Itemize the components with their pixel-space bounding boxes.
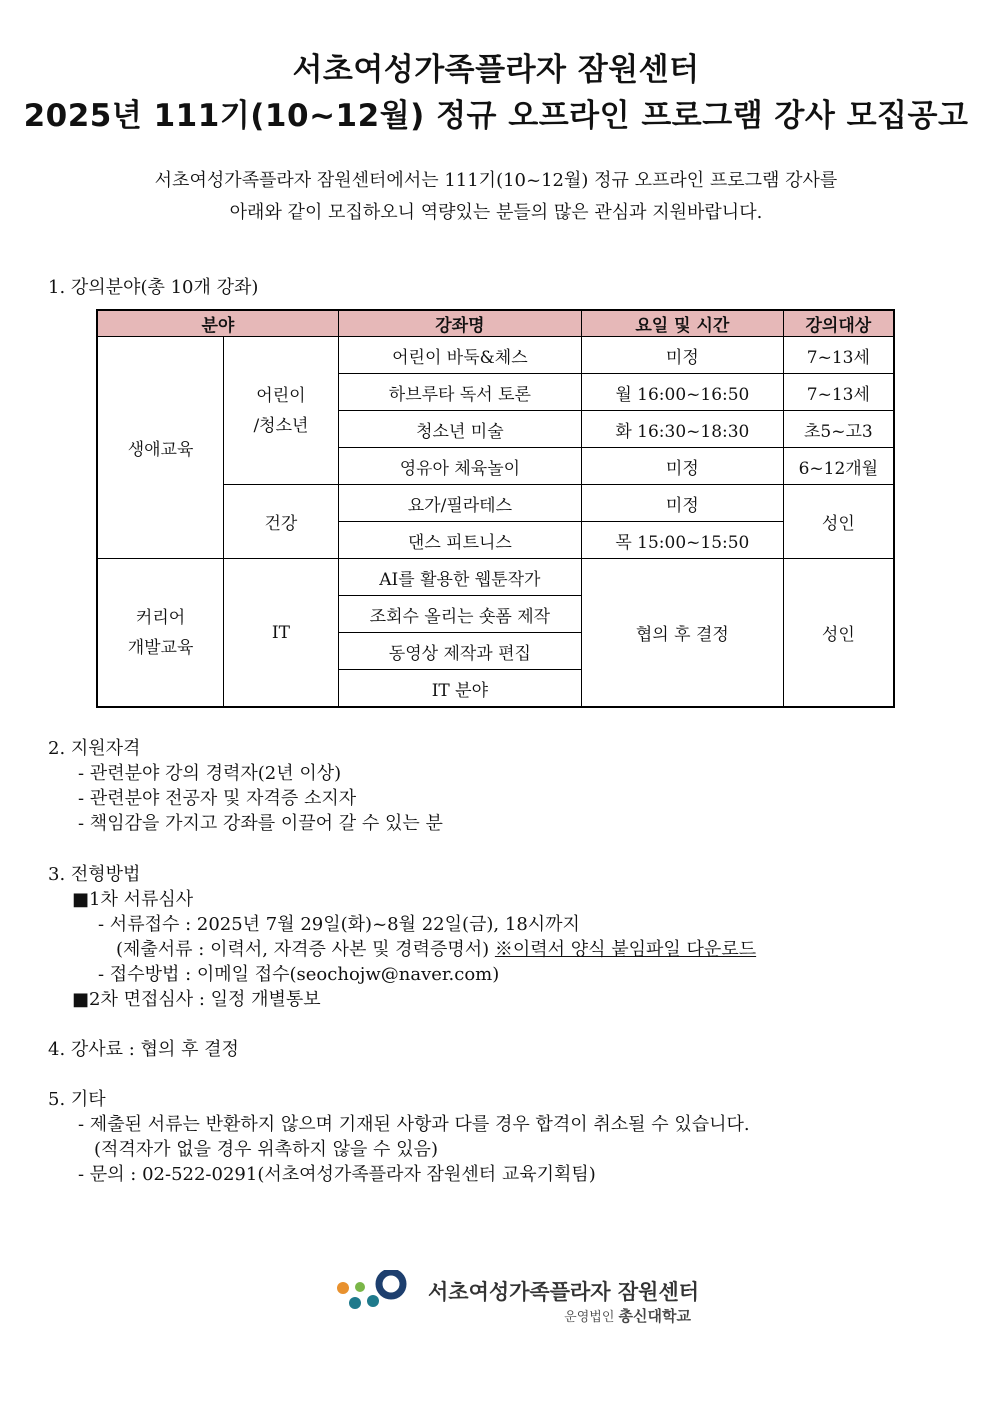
intro-line1: 서초여성가족플라자 잠원센터에서는 111기(10~12월) 정규 오프라인 프로그램 강사를 (154, 170, 838, 191)
docs-text: (제출서류 : 이력서, 자격증 사본 및 경력증명서) (116, 939, 490, 960)
course-target: 6~12개월 (783, 448, 894, 485)
other-item1-note: (적격자가 없을 경우 위촉하지 않을 수 있음) (94, 1139, 438, 1160)
footer-logo (333, 1270, 713, 1330)
course-name: 어린이 바둑&체스 (338, 337, 581, 374)
course-name: 청소년 미술 (338, 411, 581, 448)
category-career-education: 커리어 개발교육 (97, 559, 224, 708)
section4-heading: 4. 강사료 : 협의 후 결정 (48, 1039, 239, 1060)
step2-heading: ■2차 면접심사 : 일정 개별통보 (72, 989, 321, 1010)
subcategory-it: IT (224, 559, 339, 708)
course-name: AI를 활용한 웹툰작가 (338, 559, 581, 596)
category-life-education: 생애교육 (97, 337, 224, 559)
course-target: 성인 (783, 559, 894, 708)
logo-sub (564, 1305, 691, 1326)
course-name: 영유아 체육놀이 (338, 448, 581, 485)
course-time: 미정 (582, 448, 784, 485)
course-target: 7~13세 (783, 337, 894, 374)
course-target: 7~13세 (783, 374, 894, 411)
qualification-item: - 관련분야 강의 경력자(2년 이상) (78, 763, 342, 784)
course-name: 조회수 올리는 숏폼 제작 (338, 596, 581, 633)
course-table (96, 309, 895, 708)
section5-heading: 5. 기타 (48, 1089, 106, 1110)
logo-dots-icon (333, 1270, 423, 1330)
course-time: 미정 (582, 485, 784, 522)
table-row (97, 337, 894, 374)
qualification-item: - 책임감을 가지고 강좌를 이끌어 갈 수 있는 분 (78, 813, 443, 834)
subcategory-health: 건강 (224, 485, 339, 559)
table-row (97, 559, 894, 596)
page-title-line1: 서초여성가족플라자 잠원센터 (292, 52, 700, 88)
logo-sub-prefix: 운영법인 (564, 1310, 615, 1325)
course-time: 화 16:30~18:30 (582, 411, 784, 448)
other-item1: - 제출된 서류는 반환하지 않으며 기재된 사항과 다를 경우 합격이 취소될 수 있습니다. (78, 1114, 750, 1135)
page-title-line2: 2025년 111기(10~12월) 정규 오프라인 프로그램 강사 모집공고 (23, 98, 969, 134)
logo-dot-teal (349, 1297, 361, 1309)
course-time: 월 16:00~16:50 (582, 374, 784, 411)
section3-heading: 3. 전형방법 (48, 864, 141, 885)
qualification-item: - 관련분야 전공자 및 자격증 소지자 (78, 788, 357, 809)
logo-dot-orange (337, 1282, 349, 1294)
logo-dot-teal-2 (367, 1295, 379, 1307)
logo-dot-green (355, 1282, 365, 1292)
header-course: 강좌명 (338, 310, 581, 337)
logo-name: 서초여성가족플라자 잠원센터 (428, 1280, 700, 1304)
receipt-period: - 서류접수 : 2025년 7월 29일(화)~8월 22일(금), 18시까지 (98, 914, 580, 935)
course-name: 동영상 제작과 편집 (338, 633, 581, 670)
required-documents (116, 938, 756, 962)
intro-paragraph (0, 165, 992, 229)
course-target: 성인 (783, 485, 894, 559)
subcategory-kids-youth: 어린이 /청소년 (224, 337, 339, 485)
course-name: 하브루타 독서 토론 (338, 374, 581, 411)
header-target: 강의대상 (783, 310, 894, 337)
resume-download-link[interactable]: ※이력서 양식 붙임파일 다운로드 (494, 939, 757, 960)
other-item2-contact: - 문의 : 02-522-0291(서초여성가족플라자 잠원센터 교육기획팀) (78, 1164, 596, 1185)
header-field: 분야 (97, 310, 338, 337)
course-name: 요가/필라테스 (338, 485, 581, 522)
course-time: 미정 (582, 337, 784, 374)
section1-heading: 1. 강의분야(총 10개 강좌) (48, 277, 259, 298)
course-name: 댄스 피트니스 (338, 522, 581, 559)
course-time: 목 15:00~15:50 (582, 522, 784, 559)
step1-heading: ■1차 서류심사 (72, 889, 194, 910)
header-time: 요일 및 시간 (582, 310, 784, 337)
receipt-method: - 접수방법 : 이메일 접수(seochojw@naver.com) (98, 964, 500, 985)
table-header-row (97, 310, 894, 337)
course-target: 초5~고3 (783, 411, 894, 448)
course-time: 협의 후 결정 (582, 559, 784, 708)
logo-sub-name: 총신대학교 (618, 1307, 691, 1325)
course-name: IT 분야 (338, 670, 581, 708)
logo-ring-navy (379, 1272, 403, 1296)
section2-heading: 2. 지원자격 (48, 738, 141, 759)
intro-line2: 아래와 같이 모집하오니 역량있는 분들의 많은 관심과 지원바랍니다. (229, 202, 763, 223)
